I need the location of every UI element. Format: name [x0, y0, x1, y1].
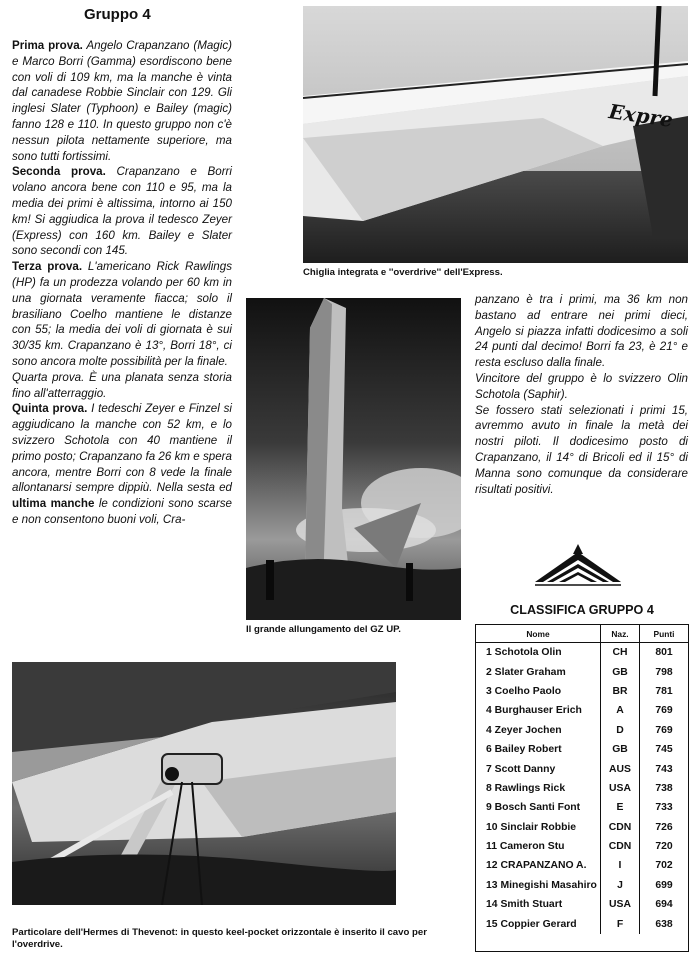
classifica-table-box — [475, 624, 689, 952]
paragraph-prima-prova — [12, 38, 232, 164]
prima-prova-body: Angelo Crapanzano (Magic) e Marco Borri (Gamma) esordiscono bene con voli di 109 km, ma la manche è vinta dal canadese Robbie Sinclair con 129. Gli inglesi Slater (Typhoon) e Bailey (magic) fanno 128 e 110. In questo gruppo non c'è nessun pilota nettamente superiore, ma sono tutti fortissimi. — [12, 39, 232, 163]
row-points: 781 — [640, 682, 689, 701]
header-name: Nome — [476, 625, 601, 643]
prima-prova-title: Prima prova. — [12, 39, 83, 52]
paragraph-quinta-prova — [12, 401, 232, 527]
photo-hermes-image — [12, 662, 396, 905]
row-points: 738 — [640, 779, 689, 798]
table-row — [476, 721, 688, 740]
row-nation: D — [601, 721, 640, 740]
row-points: 699 — [640, 876, 689, 895]
row-nation: CDN — [601, 818, 640, 837]
table-row — [476, 740, 688, 759]
table-row — [476, 701, 688, 720]
table-row — [476, 914, 688, 933]
classifica-title: CLASSIFICA GRUPPO 4 — [510, 603, 654, 617]
row-nation: CH — [601, 643, 640, 663]
terza-prova-title: Terza prova. — [12, 260, 83, 274]
paragraph-right-1: panzano è tra i primi, ma 36 km non bastano ad entrare nei primi dieci, Angelo si piazza infatti dodicesimo a soli 24 punti dal decimo! Borri fa 23, è 21° e resta escluso dalla finale. — [475, 293, 688, 370]
row-name: 2 Slater Graham — [486, 666, 566, 678]
row-name: 1 Schotola Olin — [486, 647, 562, 659]
row-points: 769 — [640, 721, 689, 740]
row-points: 801 — [640, 643, 689, 663]
table-row — [476, 682, 688, 701]
table-row — [476, 856, 688, 875]
table-row — [476, 643, 688, 663]
quinta-prova-title: Quinta prova. — [12, 402, 88, 416]
row-name: 12 CRAPANZANO A. — [486, 860, 587, 872]
row-points: 694 — [640, 895, 689, 914]
row-nation: J — [601, 876, 640, 895]
row-points: 638 — [640, 914, 689, 933]
row-points: 702 — [640, 856, 689, 875]
quinta-prova-body: I tedeschi Zeyer e Finzel si aggiudicano la manche con 52 km, e lo svizzero Schotola con 40 mantiene il primo posto; Crapanzano fa 26 km e spera ancora, mentre Borri con 8 vede la finale allontanarsi sempre dippiù. Nella sesta ed — [12, 402, 232, 495]
row-name: 10 Sinclair Robbie — [486, 821, 577, 833]
row-nation: I — [601, 856, 640, 875]
header-points: Punti — [640, 625, 689, 643]
row-name: 8 Rawlings Rick — [486, 782, 566, 794]
table-row — [476, 779, 688, 798]
photo-gz-up — [246, 298, 461, 620]
row-name: 11 Cameron Stu — [486, 841, 565, 853]
seconda-prova-title: Seconda prova. — [12, 165, 106, 179]
row-nation: GB — [601, 662, 640, 681]
row-points: 769 — [640, 701, 689, 720]
right-text-column — [475, 292, 688, 497]
glider-logo-text: Expre — [607, 99, 675, 132]
table-row — [476, 662, 688, 681]
row-nation: A — [601, 701, 640, 720]
paragraph-seconda-prova — [12, 164, 232, 259]
row-nation: USA — [601, 895, 640, 914]
row-name: 15 Coppier Gerard — [486, 918, 577, 930]
row-nation: BR — [601, 682, 640, 701]
row-name: 4 Burghauser Erich — [486, 705, 582, 717]
row-points: 733 — [640, 798, 689, 817]
row-nation: GB — [601, 740, 640, 759]
row-name: 4 Zeyer Jochen — [486, 724, 562, 736]
section-heading: Gruppo 4 — [84, 6, 151, 23]
table-header-row — [476, 625, 688, 643]
caption-top-photo: Chiglia integrata e ''overdrive'' dell'Express. — [303, 267, 503, 278]
terza-prova-body: L'americano Rick Rawlings (HP) fa un prodezza volando per 60 km in una giornata veramente fiacca; solo il brasiliano Coelho mantiene le distanze con 55; la media dei voli di giornata è sui 30/35 km. Crapanzano è 13°, Borri 18°, ci sono ancora molte possibilità per la finale. — [12, 260, 232, 368]
row-name: 14 Smith Stuart — [486, 899, 563, 911]
table-row — [476, 895, 688, 914]
row-nation: AUS — [601, 759, 640, 778]
table-row — [476, 837, 688, 856]
left-text-column — [12, 38, 232, 528]
table-row — [476, 876, 688, 895]
row-name: 3 Coelho Paolo — [486, 685, 562, 697]
row-points: 726 — [640, 818, 689, 837]
emblem-icon — [533, 542, 623, 588]
row-name: 6 Bailey Robert — [486, 744, 562, 756]
quinta-prova-tail: le condizioni sono scarse e non consentono buoni voli, Cra- — [12, 497, 232, 526]
row-points: 745 — [640, 740, 689, 759]
row-name: 9 Bosch Santi Font — [486, 802, 581, 814]
row-nation: F — [601, 914, 640, 933]
paragraph-right-2: Vincitore del gruppo è lo svizzero Olin Schotola (Saphir). — [475, 371, 688, 401]
caption-bottom-photo: Particolare dell'Hermes di Thevenot: in questo keel-pocket orizzontale è inserito il cavo per l'overdrive. — [12, 927, 427, 950]
photo-express-keel — [303, 6, 688, 263]
header-nation: Naz. — [601, 625, 640, 643]
row-name: 13 Minegishi Masahiro — [486, 879, 597, 891]
paragraph-quarta-prova: Quarta prova. È una planata senza storia fino all'atterraggio. — [12, 370, 232, 400]
table-row — [476, 798, 688, 817]
row-points: 798 — [640, 662, 689, 681]
classifica-table — [476, 625, 688, 934]
row-points: 743 — [640, 759, 689, 778]
paragraph-right-3: Se fossero stati selezionati i primi 15, avremmo avuto in finale la metà dei nostri piloti. Il dodicesimo posto di Crapanzano, il 14° di Bricoli ed il 15° di Manna sono comunque da considerare risultati positivi. — [475, 403, 688, 496]
row-nation: E — [601, 798, 640, 817]
caption-mid-photo: Il grande allungamento del GZ UP. — [246, 624, 401, 635]
ultima-manche-bold: ultima manche — [12, 497, 95, 511]
table-row — [476, 818, 688, 837]
photo-gz-up-image — [246, 298, 461, 620]
row-nation: CDN — [601, 837, 640, 856]
table-row — [476, 759, 688, 778]
photo-hermes-keel-pocket — [12, 662, 396, 905]
seconda-prova-body: Crapanzano e Borri volano ancora bene con 110 e 95, ma la media dei primi è altissima, intorno ai 150 km! Si aggiudica la prova il tedesco Zeyer (Express) con 160 km. Bailey e Slater sono secondi con 145. — [12, 165, 232, 258]
row-nation: USA — [601, 779, 640, 798]
paragraph-terza-prova — [12, 259, 232, 370]
row-points: 720 — [640, 837, 689, 856]
row-name: 7 Scott Danny — [486, 763, 556, 775]
photo-express-keel-image — [303, 6, 688, 263]
